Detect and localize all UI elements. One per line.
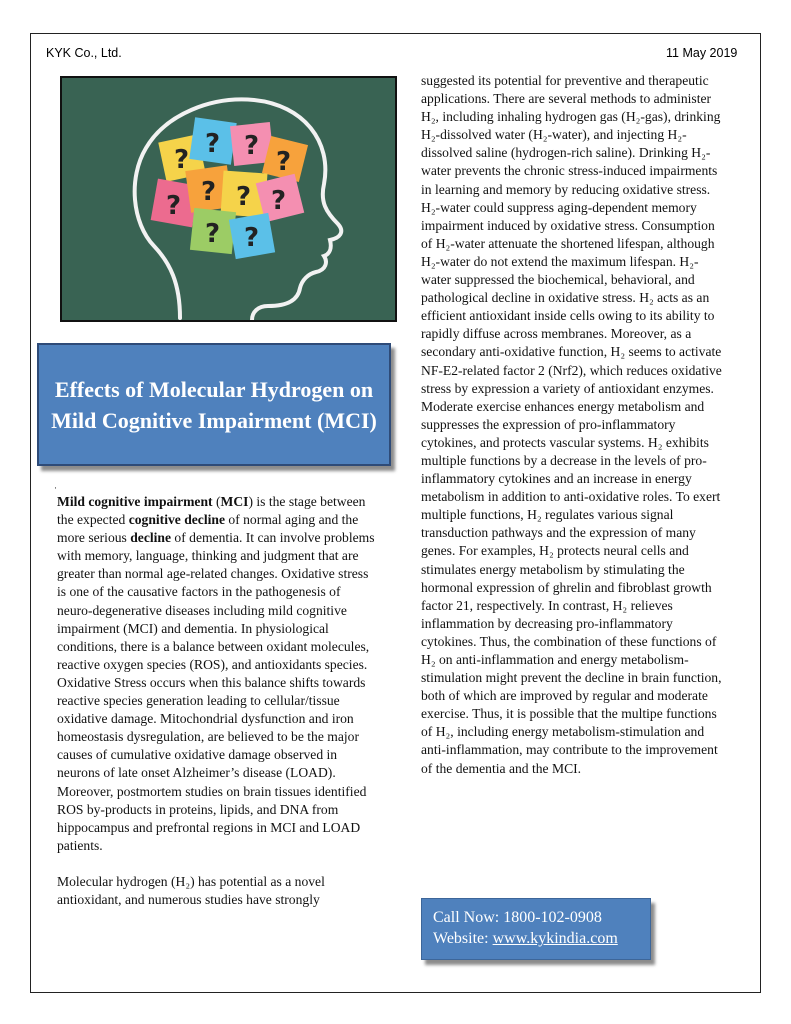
head-question-marks-illustration [60,76,397,322]
bold-term: Mild cognitive impairment [57,494,213,509]
bold-term: decline [130,530,172,546]
bold-term: MCI [220,494,249,509]
svg-text:?: ? [166,191,182,221]
left-column [54,483,375,909]
svg-text:?: ? [276,147,292,177]
hydrogen-intro-paragraph: Molecular hydrogen (H₂) has potential as a novel antioxidant, and numerous studies have strongly [57,873,325,907]
svg-text:?: ? [205,129,221,159]
svg-text:?: ? [205,219,221,249]
contact-box [421,898,651,960]
website-label: Website: [433,930,493,947]
company-name: KYK Co., Ltd. [46,46,122,60]
page-title: Effects of Molecular Hydrogen on Mild Cognitive Impairment (MCI) [51,376,377,433]
hydrogen-benefits-paragraph: suggested its potential for preventive and therapeutic applications. There are several methods to administer H₂, including inhaling hydrogen gas (H₂-gas), drinking H₂-dissolved water (H₂-water), and injecting H₂-dissolved saline (hydrogen-rich saline). Drinking H₂-water prevents the chronic stress-induced impairments in learning and memory by reducing oxidative stress. H₂-water could suppress aging-dependent memory impairment induced by oxidative stress. Consumption of H₂-water attenuate the shortened lifespan, although H₂-water do not extend the maximum lifespan. H₂-water suppressed the biochemical, behavioral, and pathological decline in oxidative stress. H₂ acts as an efficient antioxidant inside cells owing to its ability to rapidly diffuse across membranes. Moreover, as a secondary anti-oxidative function, H₂ seems to activate NF-E2-related factor 2 (Nrf2), which reduces oxidative stress by expression a variety of antioxidant enzymes. Moderate exercise enhances energy metabolism and suppresses the expression of pro-inflammatory cytokines, and protects vascular systems. H₂ exhibits multiple functions by a decrease in the levels of pro-inflammatory cytokines and an increase in energy metabolism in addition to anti-oxidative roles. To exert multiple functions, H₂ regulates various signal transduction pathways and the expression of many genes. For examples, H₂ protects neural cells and stimulates energy metabolism by stimulating the hormonal expression of ghrelin and fibroblast growth factor 21, respectively. In contrast, H₂ relieves inflammation by decreasing pro-inflammatory cytokines. Thus, the combination of these functions of H₂ on anti-inflammation and energy metabolism-stimulation might prevent the decline in brain function, both of which are improved by regular and moderate exercise. Thus, it is possible that the multipe functions of H₂, including energy metabolism-stimulation and anti-inflammation, may contribute to the improvement of the dementia and the MCI. [421,73,722,776]
website-line [433,928,650,949]
phone-line [433,907,650,928]
svg-text:?: ? [271,186,287,216]
bullet-mark: · [54,483,57,493]
paragraph-text: of normal aging and the more serious [57,512,359,546]
phone-number: 1800-102-0908 [503,909,602,926]
svg-text:?: ? [244,131,260,161]
right-column [421,72,722,778]
svg-text:?: ? [201,177,217,207]
bold-term: cognitive decline [128,512,225,528]
paragraph-text: of dementia. It can involve problems with memory, language, thinking and judgment that are greater than normal age-related changes. Oxidative stress is one of the causative factors in the pathogenesis of neuro-degenerative diseases including mild cognitive impairment (MCI) and dementia. In physiological conditions, there is a balance between oxidant molecules, reactive oxygen species (ROS), and antioxidants species. Oxidative Stress occurs when this balance shifts towards reactive species generation leading to cellular/tissue oxidative damage. Mitochondrial dysfunction and iron homeostasis dysregulation, are believed to be the major causes of cumulative oxidative damage observed in neurons of late onset Alzheimer’s disease (LOAD). Moreover, postmortem studies on brain tissues identified ROS by-products in proteins, lipids, and DNA from hippocampus and prefrontal regions in MCI and LOAD patients. [57,530,375,853]
document-date: 11 May 2019 [666,46,738,60]
intro-paragraph [57,493,375,855]
paragraph-text: ) is the stage between the expected [57,494,366,528]
svg-text:?: ? [244,223,260,253]
title-box [37,343,391,466]
call-label: Call Now: [433,909,504,926]
paragraph-text: ( [212,494,221,509]
svg-text:?: ? [174,145,190,175]
svg-text:?: ? [236,182,252,212]
website-link[interactable]: www.kykindia.com [492,930,618,947]
